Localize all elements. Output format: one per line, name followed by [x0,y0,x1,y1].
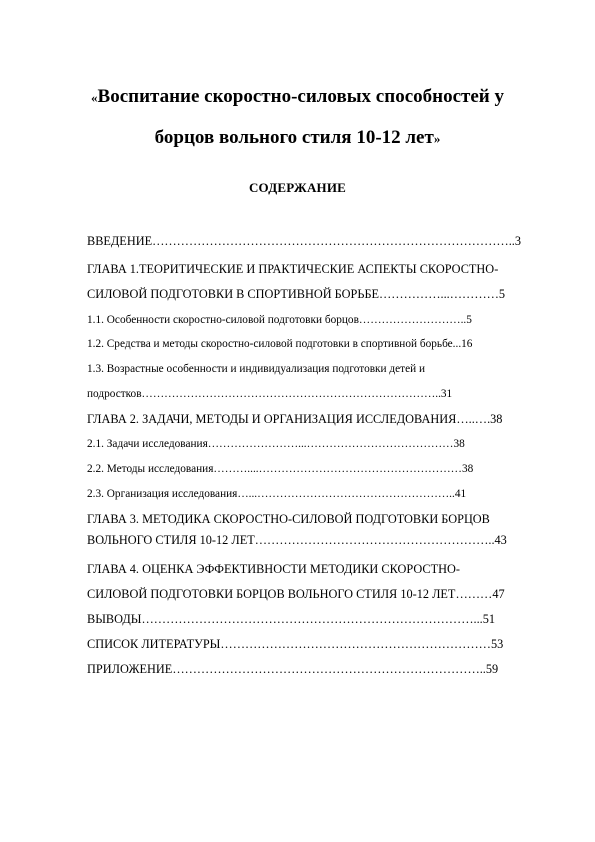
title-text-line-2: борцов вольного стиля 10-12 лет [154,127,434,148]
title-close-quote: » [433,131,441,146]
toc-line: СПИСОК ЛИТЕРАТУРЫ…………………………………………………………53 [87,637,504,651]
toc-line: ПРИЛОЖЕНИЕ…………………………………………………………………..59 [87,662,499,676]
toc-line: ВВЕДЕНИЕ……………………………………………………………………………..3 [87,234,521,248]
toc-line: СИЛОВОЙ ПОДГОТОВКИ В СПОРТИВНОЙ БОРЬБЕ……………...…………5 [87,287,506,301]
toc-line: СИЛОВОЙ ПОДГОТОВКИ БОРЦОВ ВОЛЬНОГО СТИЛЯ 10-12 ЛЕТ………47 [87,587,505,601]
toc-line: 2.2. Методы исследования………....………………………………………………38 [87,463,474,475]
toc-line: ГЛАВА 1.ТЕОРИТИЧЕСКИЕ И ПРАКТИЧЕСКИЕ АСПЕКТЫ СКОРОСТНО- [87,262,499,276]
title-text-line-1: Воспитание скоростно-силовых способностей у [97,86,504,107]
toc-line: 1.1. Особенности скоростно-силовой подготовки борцов………………………..5 [87,314,472,326]
toc-line: 1.3. Возрастные особенности и индивидуализация подготовки детей и [87,363,426,375]
toc-line: 1.2. Средства и методы скоростно-силовой подготовки в спортивной борьбе...16 [87,338,473,350]
title-open-quote: « [91,90,98,105]
contents-heading: СОДЕРЖАНИЕ [248,180,347,195]
toc-line: 2.3. Организация исследования…...……………………………………………..41 [87,488,467,500]
toc-line: ГЛАВА 4. ОЦЕНКА ЭФФЕКТИВНОСТИ МЕТОДИКИ СКОРОСТНО- [87,562,460,576]
document-title-line-2 [60,127,535,150]
toc-line: ВЫВОДЫ………………………………………………………………………...51 [87,612,496,626]
toc-line: ГЛАВА 3. МЕТОДИКА СКОРОСТНО-СИЛОВОЙ ПОДГОТОВКИ БОРЦОВ [87,512,490,526]
toc-line: ГЛАВА 2. ЗАДАЧИ, МЕТОДЫ И ОРГАНИЗАЦИЯ ИССЛЕДОВАНИЯ…..….38 [87,412,503,426]
toc-line: подростков……………………………………………………………………..31 [87,388,453,400]
toc-line: 2.1. Задачи исследования……………………...…………………………………38 [87,438,465,450]
toc-line: ВОЛЬНОГО СТИЛЯ 10-12 ЛЕТ…………………………………………………..43 [87,533,507,547]
document-title-line-1 [60,86,535,109]
